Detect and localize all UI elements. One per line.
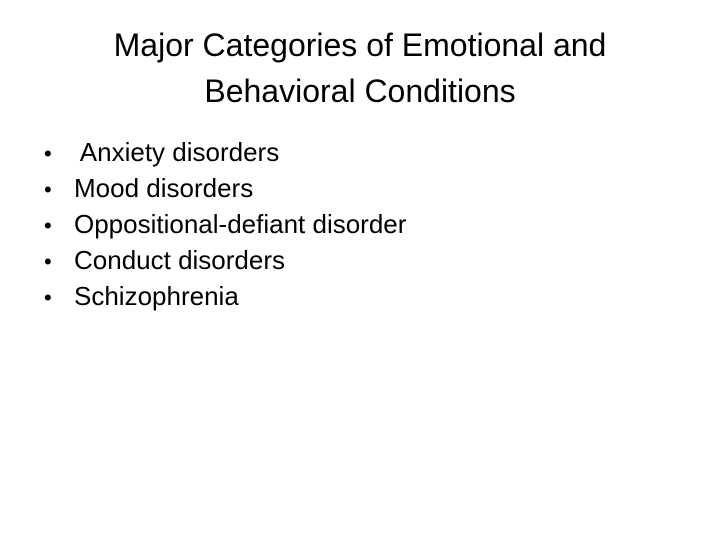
bullet-icon: • xyxy=(44,141,52,166)
slide-title-line-1: Major Categories of Emotional and xyxy=(113,27,607,63)
bullet-item-mood xyxy=(40,170,406,206)
bullet-icon: • xyxy=(44,213,52,238)
bullet-icon: • xyxy=(44,249,52,274)
bullet-text: Mood disorders xyxy=(74,173,254,203)
bullet-list xyxy=(40,134,406,314)
bullet-icon: • xyxy=(44,177,52,202)
bullet-item-anxiety xyxy=(40,134,406,170)
bullet-item-oppositional-defiant xyxy=(40,206,406,242)
bullet-icon: • xyxy=(44,285,52,310)
slide-title xyxy=(40,22,680,114)
bullet-text: Oppositional-defiant disorder xyxy=(74,209,407,239)
slide-title-line-2: Behavioral Conditions xyxy=(204,73,516,109)
bullet-text: Schizophrenia xyxy=(74,281,239,311)
bullet-text: Anxiety disorders xyxy=(74,137,280,167)
bullet-item-conduct xyxy=(40,242,406,278)
bullet-text: Conduct disorders xyxy=(74,245,285,275)
bullet-item-schizophrenia xyxy=(40,278,406,314)
